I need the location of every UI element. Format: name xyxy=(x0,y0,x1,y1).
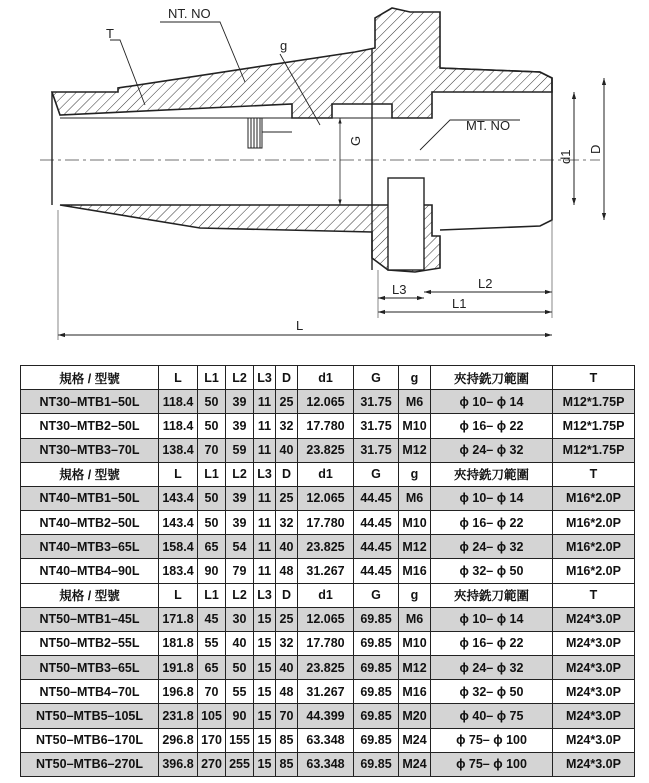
column-header: d1 xyxy=(298,462,354,486)
table-cell: 11 xyxy=(254,535,276,559)
table-cell: 183.4 xyxy=(159,559,198,583)
table-cell: ϕ 24– ϕ 32 xyxy=(431,438,553,462)
table-cell: 15 xyxy=(254,656,276,680)
column-header: G xyxy=(354,462,399,486)
table-cell: 155 xyxy=(226,728,254,752)
table-cell: 32 xyxy=(276,511,298,535)
table-cell: M12 xyxy=(399,656,431,680)
table-cell: 65 xyxy=(198,535,226,559)
table-row xyxy=(21,535,635,559)
table-cell: M24*3.0P xyxy=(553,680,635,704)
table-row xyxy=(21,438,635,462)
table-cell: 50 xyxy=(198,390,226,414)
table-cell: 23.825 xyxy=(298,535,354,559)
table-cell: 23.825 xyxy=(298,438,354,462)
table-cell: M12*1.75P xyxy=(553,438,635,462)
table-row xyxy=(21,414,635,438)
table-cell: M24*3.0P xyxy=(553,631,635,655)
table-cell: NT50–MTB2–55L xyxy=(21,631,159,655)
table-cell: NT50–MTB4–70L xyxy=(21,680,159,704)
label-l2: L2 xyxy=(478,276,493,291)
table-cell: M10 xyxy=(399,511,431,535)
table-cell: NT30–MTB3–70L xyxy=(21,438,159,462)
table-cell: 69.85 xyxy=(354,656,399,680)
table-cell: M12*1.75P xyxy=(553,390,635,414)
table-cell: 39 xyxy=(226,414,254,438)
table-cell: M12*1.75P xyxy=(553,414,635,438)
table-cell: 158.4 xyxy=(159,535,198,559)
column-header: G xyxy=(354,366,399,390)
table-cell: 31.267 xyxy=(298,680,354,704)
column-header: d1 xyxy=(298,583,354,607)
table-row xyxy=(21,752,635,776)
table-cell: 270 xyxy=(198,752,226,776)
table-cell: 70 xyxy=(198,680,226,704)
table-cell: 44.45 xyxy=(354,511,399,535)
table-cell: M24*3.0P xyxy=(553,656,635,680)
table-cell: 54 xyxy=(226,535,254,559)
table-cell: 17.780 xyxy=(298,414,354,438)
table-cell: 143.4 xyxy=(159,486,198,510)
table-cell: 48 xyxy=(276,680,298,704)
table-row xyxy=(21,511,635,535)
table-cell: NT40–MTB4–90L xyxy=(21,559,159,583)
table-cell: 15 xyxy=(254,728,276,752)
table-cell: ϕ 40– ϕ 75 xyxy=(431,704,553,728)
table-cell: M6 xyxy=(399,607,431,631)
column-header: L xyxy=(159,462,198,486)
table-cell: M12 xyxy=(399,438,431,462)
table-cell: ϕ 16– ϕ 22 xyxy=(431,414,553,438)
table-cell: NT50–MTB1–45L xyxy=(21,607,159,631)
table-cell: 143.4 xyxy=(159,511,198,535)
table-cell: 25 xyxy=(276,486,298,510)
table-row xyxy=(21,486,635,510)
table-cell: 69.85 xyxy=(354,631,399,655)
taper-upper-section xyxy=(52,8,552,118)
table-cell: 65 xyxy=(198,656,226,680)
table-row xyxy=(21,607,635,631)
label-g-big: G xyxy=(348,135,363,146)
table-cell: NT40–MTB2–50L xyxy=(21,511,159,535)
column-header: T xyxy=(553,583,635,607)
table-cell: 170 xyxy=(198,728,226,752)
table-cell: 11 xyxy=(254,486,276,510)
table-cell: NT30–MTB1–50L xyxy=(21,390,159,414)
table-cell: ϕ 10– ϕ 14 xyxy=(431,390,553,414)
table-cell: ϕ 16– ϕ 22 xyxy=(431,511,553,535)
table-row xyxy=(21,656,635,680)
table-cell: 15 xyxy=(254,631,276,655)
column-header: 規格 / 型號 xyxy=(21,462,159,486)
table-cell: 40 xyxy=(276,438,298,462)
table-cell: 11 xyxy=(254,390,276,414)
table-cell: 11 xyxy=(254,511,276,535)
table-cell: 39 xyxy=(226,511,254,535)
table-cell: 255 xyxy=(226,752,254,776)
table-cell: 69.85 xyxy=(354,728,399,752)
column-header: L2 xyxy=(226,583,254,607)
table-cell: 63.348 xyxy=(298,728,354,752)
column-header: G xyxy=(354,583,399,607)
table-header-row xyxy=(21,462,635,486)
column-header: 規格 / 型號 xyxy=(21,583,159,607)
table-cell: M24 xyxy=(399,728,431,752)
table-header-row xyxy=(21,366,635,390)
table-cell: ϕ 24– ϕ 32 xyxy=(431,535,553,559)
table-row xyxy=(21,728,635,752)
table-cell: 85 xyxy=(276,728,298,752)
table-cell: 69.85 xyxy=(354,752,399,776)
table-cell: 11 xyxy=(254,559,276,583)
table-cell: NT50–MTB6–270L xyxy=(21,752,159,776)
table-cell: 69.85 xyxy=(354,607,399,631)
table-cell: 85 xyxy=(276,752,298,776)
table-cell: 44.45 xyxy=(354,559,399,583)
table-cell: 50 xyxy=(226,656,254,680)
table-cell: 40 xyxy=(276,656,298,680)
table-cell: 79 xyxy=(226,559,254,583)
table-cell: M24*3.0P xyxy=(553,704,635,728)
table-cell: 39 xyxy=(226,390,254,414)
column-header: T xyxy=(553,366,635,390)
column-header: L xyxy=(159,583,198,607)
table-cell: 50 xyxy=(198,414,226,438)
table-row xyxy=(21,390,635,414)
column-header: 夾持銑刀範圍 xyxy=(431,583,553,607)
table-row xyxy=(21,559,635,583)
table-cell: 63.348 xyxy=(298,752,354,776)
table-cell: 45 xyxy=(198,607,226,631)
table-cell: 12.065 xyxy=(298,607,354,631)
table-cell: M24 xyxy=(399,752,431,776)
label-t: T xyxy=(106,26,114,41)
table-cell: 23.825 xyxy=(298,656,354,680)
table-cell: 32 xyxy=(276,414,298,438)
table-cell: M16*2.0P xyxy=(553,511,635,535)
taper-lower-section xyxy=(60,205,440,272)
table-cell: 181.8 xyxy=(159,631,198,655)
table-cell: 15 xyxy=(254,607,276,631)
table-cell: 11 xyxy=(254,438,276,462)
column-header: L2 xyxy=(226,366,254,390)
table-cell: 171.8 xyxy=(159,607,198,631)
table-cell: 39 xyxy=(226,486,254,510)
table-cell: M10 xyxy=(399,631,431,655)
table-cell: 70 xyxy=(198,438,226,462)
column-header: L xyxy=(159,366,198,390)
label-l1: L1 xyxy=(452,296,467,311)
table-cell: 296.8 xyxy=(159,728,198,752)
table-cell: 191.8 xyxy=(159,656,198,680)
table-cell: ϕ 32– ϕ 50 xyxy=(431,559,553,583)
table-cell: 11 xyxy=(254,414,276,438)
table-cell: 31.75 xyxy=(354,414,399,438)
column-header: D xyxy=(276,366,298,390)
table-row xyxy=(21,631,635,655)
table-cell: 17.780 xyxy=(298,631,354,655)
table-cell: 25 xyxy=(276,390,298,414)
label-d1: d1 xyxy=(558,149,573,164)
table-cell: 55 xyxy=(198,631,226,655)
table-cell: M16 xyxy=(399,559,431,583)
column-header: D xyxy=(276,462,298,486)
table-cell: 15 xyxy=(254,680,276,704)
table-header-row xyxy=(21,583,635,607)
table-cell: 40 xyxy=(276,535,298,559)
spec-table xyxy=(20,365,635,777)
table-cell: M16 xyxy=(399,680,431,704)
table-cell: 69.85 xyxy=(354,704,399,728)
table-cell: 70 xyxy=(276,704,298,728)
column-header: L2 xyxy=(226,462,254,486)
thread-detail xyxy=(248,118,292,148)
table-cell: 105 xyxy=(198,704,226,728)
table-cell: 118.4 xyxy=(159,390,198,414)
table-cell: 40 xyxy=(226,631,254,655)
table-cell: 69.85 xyxy=(354,680,399,704)
label-l: L xyxy=(296,318,304,333)
table-cell: 396.8 xyxy=(159,752,198,776)
table-cell: NT50–MTB6–170L xyxy=(21,728,159,752)
table-cell: 15 xyxy=(254,704,276,728)
table-cell: ϕ 10– ϕ 14 xyxy=(431,607,553,631)
table-cell: NT50–MTB3–65L xyxy=(21,656,159,680)
table-cell: M24*3.0P xyxy=(553,752,635,776)
table-cell: ϕ 75– ϕ 100 xyxy=(431,752,553,776)
table-cell: NT30–MTB2–50L xyxy=(21,414,159,438)
flange xyxy=(388,178,424,270)
table-cell: 31.75 xyxy=(354,390,399,414)
table-cell: ϕ 32– ϕ 50 xyxy=(431,680,553,704)
table-cell: 12.065 xyxy=(298,486,354,510)
column-header: L1 xyxy=(198,462,226,486)
table-cell: NT40–MTB3–65L xyxy=(21,535,159,559)
table-cell: M12 xyxy=(399,535,431,559)
table-cell: 32 xyxy=(276,631,298,655)
table-cell: NT50–MTB5–105L xyxy=(21,704,159,728)
column-header: 規格 / 型號 xyxy=(21,366,159,390)
table-cell: 118.4 xyxy=(159,414,198,438)
column-header: g xyxy=(399,462,431,486)
table-cell: 55 xyxy=(226,680,254,704)
column-header: L3 xyxy=(254,366,276,390)
table-cell: ϕ 24– ϕ 32 xyxy=(431,656,553,680)
table-cell: ϕ 16– ϕ 22 xyxy=(431,631,553,655)
table-row xyxy=(21,680,635,704)
table-cell: M16*2.0P xyxy=(553,535,635,559)
table-cell: 31.75 xyxy=(354,438,399,462)
table-cell: M6 xyxy=(399,390,431,414)
label-nt-no: NT. NO xyxy=(168,6,211,21)
table-cell: 25 xyxy=(276,607,298,631)
table-cell: M24*3.0P xyxy=(553,728,635,752)
table-cell: M6 xyxy=(399,486,431,510)
table-cell: 196.8 xyxy=(159,680,198,704)
table-cell: 59 xyxy=(226,438,254,462)
column-header: L3 xyxy=(254,583,276,607)
label-d: D xyxy=(588,144,603,154)
table-cell: 90 xyxy=(226,704,254,728)
table-cell: 12.065 xyxy=(298,390,354,414)
column-header: g xyxy=(399,366,431,390)
table-cell: M16*2.0P xyxy=(553,486,635,510)
table-cell: 90 xyxy=(198,559,226,583)
column-header: 夾持銑刀範圍 xyxy=(431,366,553,390)
table-cell: M10 xyxy=(399,414,431,438)
column-header: g xyxy=(399,583,431,607)
table-cell: 50 xyxy=(198,511,226,535)
table-cell: 50 xyxy=(198,486,226,510)
table-cell: 31.267 xyxy=(298,559,354,583)
table-cell: 44.45 xyxy=(354,535,399,559)
label-l3: L3 xyxy=(392,282,407,297)
table-cell: 30 xyxy=(226,607,254,631)
label-mt-no: MT. NO xyxy=(466,118,511,133)
column-header: L3 xyxy=(254,462,276,486)
technical-drawing xyxy=(0,0,649,352)
table-cell: ϕ 10– ϕ 14 xyxy=(431,486,553,510)
table-cell: 44.45 xyxy=(354,486,399,510)
table-cell: ϕ 75– ϕ 100 xyxy=(431,728,553,752)
table-cell: M16*2.0P xyxy=(553,559,635,583)
label-g-small: g xyxy=(280,38,288,53)
table-cell: 17.780 xyxy=(298,511,354,535)
table-cell: 48 xyxy=(276,559,298,583)
column-header: L1 xyxy=(198,583,226,607)
column-header: 夾持銑刀範圍 xyxy=(431,462,553,486)
column-header: T xyxy=(553,462,635,486)
table-cell: 44.399 xyxy=(298,704,354,728)
table-cell: NT40–MTB1–50L xyxy=(21,486,159,510)
table-cell: M24*3.0P xyxy=(553,607,635,631)
column-header: D xyxy=(276,583,298,607)
table-cell: 138.4 xyxy=(159,438,198,462)
table-cell: 231.8 xyxy=(159,704,198,728)
column-header: d1 xyxy=(298,366,354,390)
table-cell: 15 xyxy=(254,752,276,776)
column-header: L1 xyxy=(198,366,226,390)
table-row xyxy=(21,704,635,728)
table-cell: M20 xyxy=(399,704,431,728)
